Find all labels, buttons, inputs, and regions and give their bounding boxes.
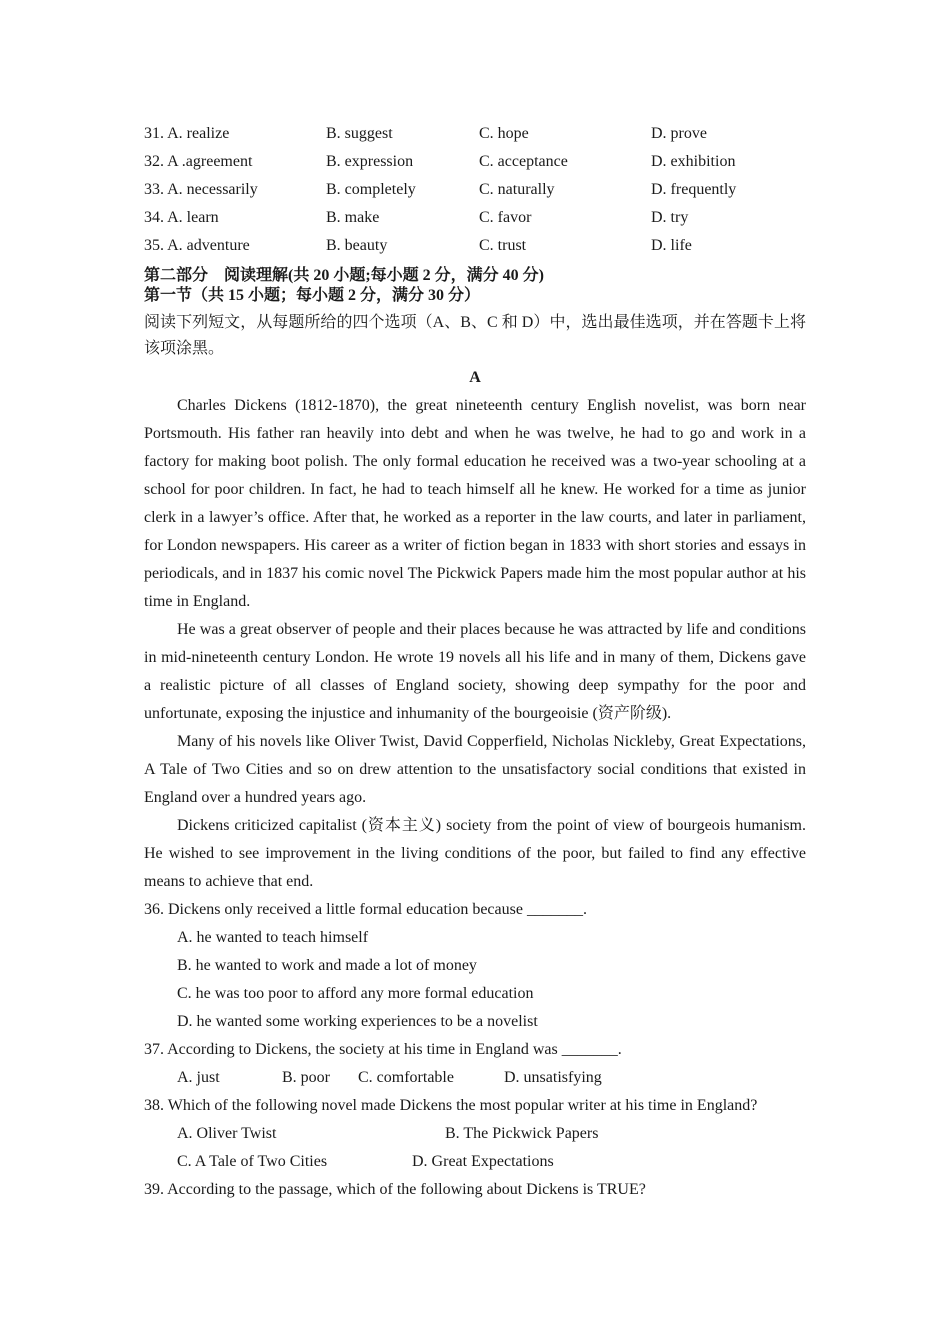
instructions: 阅读下列短文，从每题所给的四个选项（A、B、C 和 D）中，选出最佳选项，并在答题卡上将该项涂黑。 xyxy=(144,314,806,357)
passage-paragraph: Many of his novels like Oliver Twist, David Copperfield, Nicholas Nickleby, Great Expectations, A Tale of Two Cities and so on drew attention to the unsatisfactory social conditions that existed in England over a hundred years ago. xyxy=(144,733,806,806)
option-d: D. frequently xyxy=(651,181,737,198)
passage-paragraph: Charles Dickens (1812-1870), the great nineteenth century English novelist, was born near Portsmouth. His father ran heavily into debt and when he was twelve, he had to go and work in a factory for making boot polish. The only formal education he received was a two-year schooling at a school for poor children. In fact, he had to teach himself all he knew. He worked for a time as junior clerk in a lawyer’s office. After that, he worked as a reporter in the law courts, and later in parliament, for London newspapers. His career as a writer of fiction began in 1833 with short stories and essays in periodicals, and in 1837 his comic novel The Pickwick Papers made him the most popular author at his time in England. xyxy=(144,397,806,610)
option-c: C. trust xyxy=(479,237,527,254)
option-a: 31. A. realize xyxy=(144,125,230,142)
vocab-row-31 xyxy=(144,120,806,148)
question-36: 36. Dickens only received a little formal education because _______. xyxy=(144,901,587,918)
option-d: D. exhibition xyxy=(651,153,736,170)
passage-paragraph: Dickens criticized capitalist (资本主义) society from the point of view of bourgeois humanism. He wished to see improvement in the living conditions of the poor, but failed to find any effective means to achieve that end. xyxy=(144,817,806,890)
option-a: 32. A .agreement xyxy=(144,153,253,170)
question-36-option-c: C. he was too poor to afford any more formal education xyxy=(177,985,534,1002)
option-d: D. prove xyxy=(651,125,707,142)
option-b: B. suggest xyxy=(326,125,393,142)
option-c: C. acceptance xyxy=(479,153,568,170)
part-title: 第二部分 阅读理解(共 20 小题;每小题 2 分，满分 40 分) xyxy=(144,267,544,284)
question-37-option-d: D. unsatisfying xyxy=(504,1069,602,1086)
option-a: 35. A. adventure xyxy=(144,237,250,254)
option-b: B. expression xyxy=(326,153,414,170)
option-a: 33. A. necessarily xyxy=(144,181,258,198)
vocab-row-33 xyxy=(144,176,806,204)
question-38: 38. Which of the following novel made Dickens the most popular writer at his time in England? xyxy=(144,1097,758,1114)
option-b: B. make xyxy=(326,209,380,226)
question-38-option-a: A. Oliver Twist xyxy=(177,1125,277,1142)
option-c: C. hope xyxy=(479,125,529,142)
option-c: C. favor xyxy=(479,209,532,226)
vocab-row-35 xyxy=(144,232,806,260)
question-36-option-a: A. he wanted to teach himself xyxy=(177,929,369,946)
section-title: 第一节（共 15 小题；每小题 2 分，满分 30 分） xyxy=(144,287,481,304)
vocab-row-32 xyxy=(144,148,806,176)
option-c: C. naturally xyxy=(479,181,555,198)
question-38-option-b: B. The Pickwick Papers xyxy=(445,1125,599,1142)
vocab-options xyxy=(144,120,806,260)
option-a: 34. A. learn xyxy=(144,209,219,226)
question-38-options-row2 xyxy=(144,1148,806,1176)
question-39: 39. According to the passage, which of the following about Dickens is TRUE? xyxy=(144,1181,646,1198)
question-37-option-b: B. poor xyxy=(282,1069,330,1086)
option-b: B. beauty xyxy=(326,237,388,254)
question-36-option-b: B. he wanted to work and made a lot of money xyxy=(177,957,477,974)
question-38-option-c: C. A Tale of Two Cities xyxy=(177,1153,328,1170)
option-d: D. try xyxy=(651,209,689,226)
question-38-options-row1 xyxy=(144,1120,806,1148)
option-d: D. life xyxy=(651,237,692,254)
passage-paragraph: He was a great observer of people and their places because he was attracted by life and conditions in mid-nineteenth century London. He wrote 19 novels all his life and in many of them, Dickens gave a realistic picture of all classes of England society, showing deep sympathy for the poor and unfortunate, exposing the injustice and inhumanity of the bourgeoisie (资产阶级). xyxy=(144,621,806,722)
question-37: 37. According to Dickens, the society at his time in England was _______. xyxy=(144,1041,622,1058)
question-36-option-d: D. he wanted some working experiences to be a novelist xyxy=(177,1013,538,1030)
exam-page xyxy=(144,120,806,1204)
question-37-options xyxy=(144,1064,806,1092)
option-b: B. completely xyxy=(326,181,416,198)
question-37-option-a: A. just xyxy=(177,1069,220,1086)
passage-label: A xyxy=(469,369,481,386)
question-38-option-d: D. Great Expectations xyxy=(412,1153,554,1170)
vocab-row-34 xyxy=(144,204,806,232)
question-37-option-c: C. comfortable xyxy=(358,1069,454,1086)
